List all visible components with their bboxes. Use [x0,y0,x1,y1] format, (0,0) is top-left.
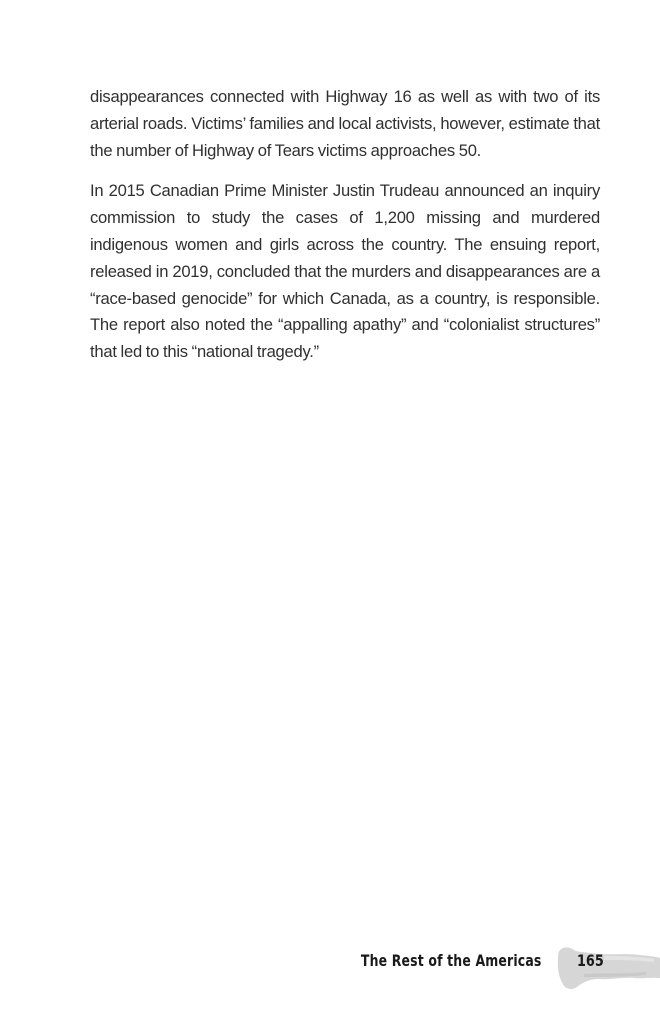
page-footer [0,944,660,994]
brush-stroke-decoration [554,944,660,994]
paragraph: disappearances connected with Highway 16 as well as with two of its arterial roads. Victims’ families and local activists, however, estimate that the number of Highway of Tears victims approaches 50. [90,87,600,160]
paragraph: In 2015 Canadian Prime Minister Justin Trudeau announced an inquiry commission to study the cases of 1,200 missing and murdered indigenous women and girls across the country. The ensuing report, released in 2019, concluded that the murders and disappearances are a “race-based genocide” for which Canada, as a country, is responsible. The report also noted the “appalling apathy” and “colonialist structures” that led to this “national tragedy.” [90,181,600,362]
body-text [90,84,600,380]
running-title: The Rest of the Americas [361,951,542,970]
page-number: 165 [577,951,604,970]
